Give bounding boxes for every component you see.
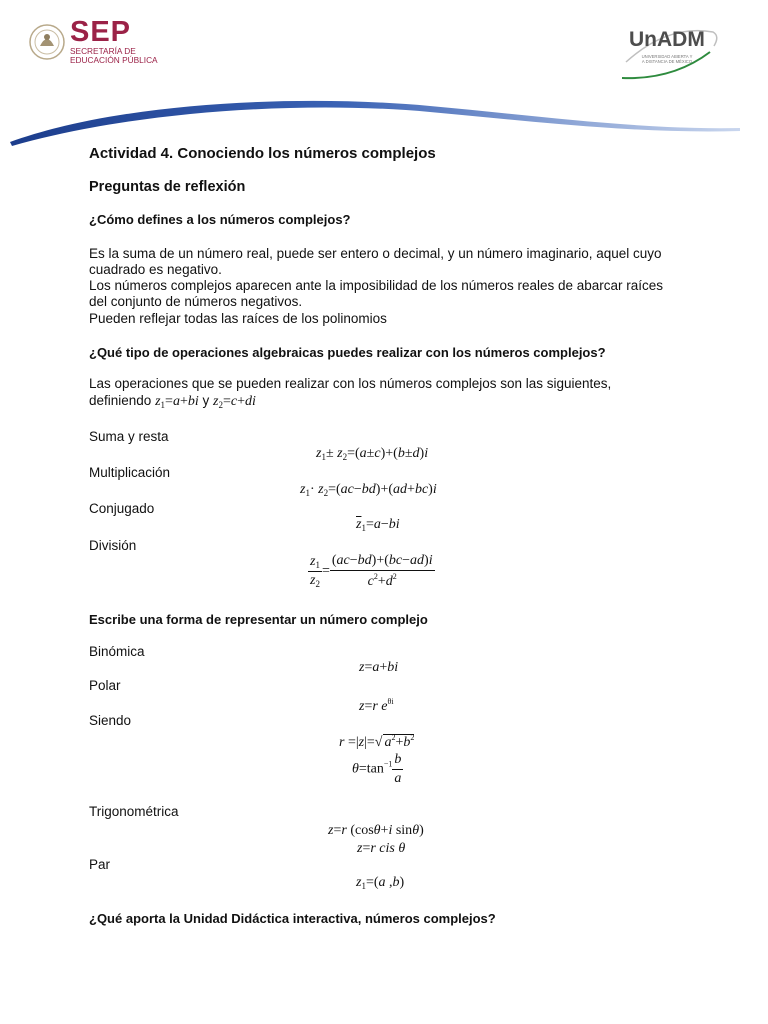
formula-mult: $z_1\cdot z_2=(ac-bd)+(ad+bc)i$ xyxy=(300,482,437,498)
answer-1-line-4: del conjunto de números negativos. xyxy=(89,294,303,309)
sep-subtitle-2: EDUCACIÓN PÚBLICA xyxy=(70,55,158,65)
unadm-subtitle-1: UNIVERSIDAD ABIERTA Y xyxy=(641,54,693,59)
coat-of-arms-icon xyxy=(28,22,66,62)
answer-1-line-2: cuadrado es negativo. xyxy=(89,262,222,277)
formula-par: $z_1=(a$ ,b) xyxy=(356,875,405,891)
form-label-polar: Polar xyxy=(89,678,121,693)
question-1: ¿Cómo defines a los números complejos? xyxy=(89,212,351,227)
unadm-subtitle-2: A DISTANCIA DE MÉXICO xyxy=(641,59,693,64)
definiendo-text: definiendo xyxy=(89,393,152,408)
answer-1-line-3: Los números complejos aparecen ante la imposibilidad de los números reales de abarcar raíces xyxy=(89,278,664,293)
formula-modulus: r =|z|=√ $a^2+b^2$ xyxy=(339,733,415,750)
answer-1-line-1: Es la suma de un número real, puede ser entero o decimal, y un número imaginario, aquel cuyo xyxy=(89,246,662,261)
form-label-siendo: Siendo xyxy=(89,713,132,728)
question-3: Escribe una forma de representar un número complejo xyxy=(89,612,428,627)
formula-cis: z=r cis θ xyxy=(357,841,406,856)
answer-2-line-1: Las operaciones que se pueden realizar con los números complejos son las siguientes, xyxy=(89,376,612,391)
form-label-trig: Trigonométrica xyxy=(89,804,179,819)
formula-angle: $\theta=\tan^{-1}$ $\frac{b}{a}$ xyxy=(352,752,402,786)
op-label-conj: Conjugado xyxy=(89,501,155,516)
formula-polar: z=r $e^{\theta i}$ xyxy=(359,697,394,714)
op-label-mult: Multiplicación xyxy=(89,465,171,480)
answer-2-line-2 xyxy=(89,393,256,413)
sep-wordmark: SEP xyxy=(70,16,132,48)
unadm-logo xyxy=(618,22,723,84)
formula-trig: z=r (cosθ+i sinθ) xyxy=(328,823,424,838)
sep-logo xyxy=(28,16,178,70)
form-label-binomica: Binómica xyxy=(89,644,145,659)
z1-definition: $z_1=a+bi$ xyxy=(155,394,199,410)
answer-1-line-5: Pueden reflejar todas las raíces de los polinomios xyxy=(89,311,387,326)
sep-subtitle-1: SECRETARÍA DE xyxy=(70,46,136,56)
question-4: ¿Qué aporta la Unidad Didáctica interactiva, números complejos? xyxy=(89,911,496,926)
form-label-par: Par xyxy=(89,857,111,872)
header-wave xyxy=(0,84,768,154)
and-text: y xyxy=(202,393,210,408)
section-heading: Preguntas de reflexión xyxy=(89,179,246,195)
document-title: Actividad 4. Conociendo los números complejos xyxy=(89,145,436,162)
formula-binomica: z=a+bi xyxy=(359,660,399,675)
unadm-wordmark: UnADM xyxy=(629,28,705,51)
op-label-div: División xyxy=(89,538,137,553)
op-label-suma: Suma y resta xyxy=(89,429,169,444)
formula-conj: $\overline{z}_1=a-bi$ xyxy=(356,517,400,533)
z2-definition: $z_2=c+di$ xyxy=(213,394,256,410)
formula-div: $\frac{z_1}{z_2}$ = $\frac{(ac-bd)+(bc-ad)i}{c^2+d^2}$ xyxy=(310,553,433,589)
question-2: ¿Qué tipo de operaciones algebraicas puedes realizar con los números complejos? xyxy=(89,345,606,360)
formula-suma: $z_1\pm z_2=(a\pm c)+(b\pm d)i$ xyxy=(316,446,429,462)
